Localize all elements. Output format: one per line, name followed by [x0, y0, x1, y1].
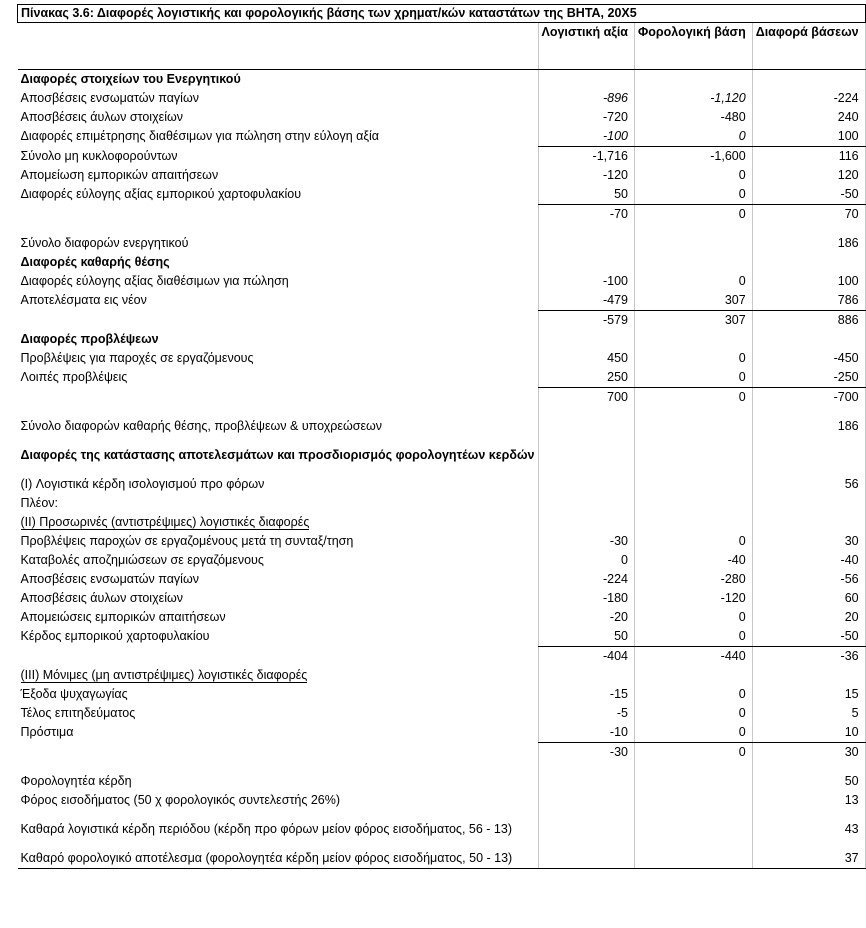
- table-row: [18, 446, 866, 465]
- tax-base-value: 307: [635, 291, 753, 311]
- accounting-value: 0: [538, 551, 635, 570]
- table-row: [18, 704, 866, 723]
- row-label: Διαφορές προβλέψεων: [20, 332, 159, 346]
- spacer-cell: [752, 762, 865, 772]
- tax-base-value: 0: [635, 166, 753, 185]
- tax-base-value: 0: [635, 127, 753, 147]
- header-accounting-value: Λογιστική αξία: [538, 23, 635, 70]
- table-row: [18, 330, 866, 349]
- table-row: [18, 349, 866, 368]
- row-label: Διαφορές εύλογης αξίας εμπορικού χαρτοφυλακίου: [20, 187, 302, 202]
- difference-value: 37: [752, 849, 865, 869]
- row-label: Απομείωση εμπορικών απαιτήσεων: [20, 168, 219, 182]
- tax-base-value: [635, 666, 753, 685]
- tax-base-value: 0: [635, 723, 753, 743]
- difference-value: [752, 446, 865, 465]
- tax-base-value: 0: [635, 368, 753, 388]
- row-label: Λοιπές προβλέψεις: [20, 370, 128, 385]
- row-label: Καταβολές αποζημιώσεων σε εργαζόμενους: [20, 553, 264, 567]
- tax-base-value: -1,600: [635, 147, 753, 167]
- tax-base-value: [635, 791, 753, 810]
- accounting-value: -5: [538, 704, 635, 723]
- accounting-value: -30: [538, 532, 635, 551]
- tax-base-value: -440: [635, 647, 753, 667]
- table-row: [18, 291, 866, 311]
- accounting-value: [538, 330, 635, 349]
- accounting-value: -15: [538, 685, 635, 704]
- spacer-cell: [635, 839, 753, 849]
- tax-base-value: 0: [635, 388, 753, 408]
- accounting-value: 700: [538, 388, 635, 408]
- table-row: [18, 627, 866, 647]
- tax-base-value: [635, 417, 753, 436]
- accounting-value: [538, 849, 635, 869]
- table-row: [18, 185, 866, 205]
- spacer-cell: [18, 407, 539, 417]
- accounting-value: -1,716: [538, 147, 635, 167]
- accounting-value: 50: [538, 627, 635, 647]
- tax-base-value: [635, 70, 753, 90]
- tax-base-value: -40: [635, 551, 753, 570]
- table-row: [18, 475, 866, 494]
- difference-value: 786: [752, 291, 865, 311]
- row-label: Σύνολο διαφορών καθαρής θέσης, προβλέψεων & υποχρεώσεων: [20, 419, 383, 433]
- accounting-value: [538, 417, 635, 436]
- tax-base-value: [635, 253, 753, 272]
- tax-base-value: 0: [635, 532, 753, 551]
- row-label: Έξοδα ψυχαγωγίας: [20, 687, 128, 701]
- tax-base-value: 0: [635, 608, 753, 627]
- spacer-cell: [635, 224, 753, 234]
- accounting-value: -479: [538, 291, 635, 311]
- tax-base-value: 0: [635, 685, 753, 704]
- tax-base-value: [635, 772, 753, 791]
- accounting-value: -70: [538, 205, 635, 225]
- tax-base-value: -1,120: [635, 89, 753, 108]
- difference-value: [752, 70, 865, 90]
- row-label: Καθαρό φορολογικό αποτέλεσμα (φορολογητέα κέρδη μείον φόρος εισοδήματος, 50 - 13): [18, 849, 539, 869]
- table-row: [18, 234, 866, 253]
- accounting-value: [538, 791, 635, 810]
- row-label: [18, 205, 539, 225]
- table-row: [18, 311, 866, 331]
- row-label: [18, 513, 539, 532]
- accounting-value: 450: [538, 349, 635, 368]
- accounting-value: [538, 234, 635, 253]
- header-blank: [18, 23, 539, 70]
- difference-value: 100: [752, 127, 865, 147]
- table-row: [18, 532, 866, 551]
- accounting-value: [538, 70, 635, 90]
- tax-base-value: 0: [635, 185, 753, 205]
- spacer-cell: [538, 762, 635, 772]
- row-label: [18, 311, 539, 331]
- spacer-cell: [18, 810, 539, 820]
- difference-value: 120: [752, 166, 865, 185]
- accounting-value: -120: [538, 166, 635, 185]
- row-label: Τέλος επιτηδεύματος: [20, 706, 136, 720]
- difference-value: 10: [752, 723, 865, 743]
- row-label: Πλέον:: [20, 496, 59, 510]
- table-row: [18, 253, 866, 272]
- spacer-cell: [752, 224, 865, 234]
- difference-value: 116: [752, 147, 865, 167]
- tax-base-value: 0: [635, 743, 753, 763]
- difference-value: -450: [752, 349, 865, 368]
- row-label: Διαφορές στοιχείων του Ενεργητικού: [20, 72, 241, 86]
- difference-value: 30: [752, 532, 865, 551]
- difference-value: 30: [752, 743, 865, 763]
- tax-base-value: 307: [635, 311, 753, 331]
- tax-base-value: [635, 820, 753, 839]
- spacer-cell: [752, 407, 865, 417]
- table-row: [18, 570, 866, 589]
- tax-base-value: 0: [635, 205, 753, 225]
- spacer-cell: [635, 762, 753, 772]
- tax-base-value: 0: [635, 272, 753, 291]
- accounting-value: -720: [538, 108, 635, 127]
- tax-base-value: 0: [635, 627, 753, 647]
- row-label: Φόρος εισοδήματος (50 χ φορολογικός συντελεστής 26%): [20, 793, 341, 807]
- spacer-cell: [635, 465, 753, 475]
- row-label: Σύνολο διαφορών ενεργητικού: [20, 236, 189, 250]
- table-row: [18, 147, 866, 167]
- table-row: [18, 388, 866, 408]
- table-row: [18, 772, 866, 791]
- accounting-value: [538, 446, 635, 465]
- difference-value: 886: [752, 311, 865, 331]
- spacer-row: [18, 436, 866, 446]
- section-heading: (II) Προσωρινές (αντιστρέψιμες) λογιστικές διαφορές: [20, 515, 310, 529]
- difference-value: 20: [752, 608, 865, 627]
- accounting-value: [538, 475, 635, 494]
- tax-base-value: -280: [635, 570, 753, 589]
- table-row: [18, 494, 866, 513]
- table-row: [18, 108, 866, 127]
- tax-base-value: [635, 849, 753, 869]
- difference-value: 15: [752, 685, 865, 704]
- header-row: [18, 23, 866, 70]
- row-label: [18, 388, 539, 408]
- spacer-cell: [752, 436, 865, 446]
- table-row: [18, 743, 866, 763]
- row-label: Αποσβέσεις άυλων στοιχείων: [20, 110, 184, 124]
- header-base-difference: Διαφορά βάσεων: [752, 23, 865, 70]
- table-row: [18, 608, 866, 627]
- spacer-row: [18, 224, 866, 234]
- difference-value: 100: [752, 272, 865, 291]
- table-row: [18, 685, 866, 704]
- difference-value: -36: [752, 647, 865, 667]
- difference-value: 43: [752, 820, 865, 839]
- tax-differences-table: [17, 4, 866, 869]
- table-row: [18, 791, 866, 810]
- row-label: Προβλέψεις παροχών σε εργαζομένους μετά τη συνταξ/τηση: [20, 534, 354, 548]
- accounting-value: 250: [538, 368, 635, 388]
- table-row: [18, 417, 866, 436]
- table-row: [18, 272, 866, 291]
- table-row: [18, 513, 866, 532]
- difference-value: [752, 494, 865, 513]
- accounting-value: [538, 253, 635, 272]
- accounting-value: -180: [538, 589, 635, 608]
- row-label: Καθαρά λογιστικά κέρδη περιόδου (κέρδη προ φόρων μείον φόρος εισοδήματος, 56 - 13): [20, 822, 512, 836]
- row-label: Διαφορές της κατάστασης αποτελεσμάτων και προσδιορισμός φορολογητέων κερδών: [20, 448, 535, 462]
- row-label: Αποσβέσεις ενσωματών παγίων: [20, 572, 199, 586]
- accounting-value: [538, 820, 635, 839]
- spacer-cell: [18, 224, 539, 234]
- spacer-cell: [538, 224, 635, 234]
- difference-value: [752, 513, 865, 532]
- row-label: Διαφορές επιμέτρησης διαθέσιμων για πώληση στην εύλογη αξία: [20, 129, 379, 144]
- table-row: [18, 723, 866, 743]
- tax-base-value: [635, 494, 753, 513]
- spacer-row: [18, 839, 866, 849]
- difference-value: 13: [752, 791, 865, 810]
- difference-value: [752, 253, 865, 272]
- accounting-value: [538, 772, 635, 791]
- accounting-value: -100: [538, 272, 635, 291]
- table-row: [18, 368, 866, 388]
- section-heading: (III) Μόνιμες (μη αντιστρέψιμες) λογιστικές διαφορές: [20, 668, 308, 682]
- accounting-value: -10: [538, 723, 635, 743]
- row-label: (I) Λογιστικά κέρδη ισολογισμού προ φόρων: [20, 477, 265, 491]
- difference-value: 50: [752, 772, 865, 791]
- difference-value: -50: [752, 185, 865, 205]
- tax-base-value: -120: [635, 589, 753, 608]
- tax-base-value: [635, 475, 753, 494]
- difference-value: 240: [752, 108, 865, 127]
- spacer-cell: [635, 810, 753, 820]
- spacer-cell: [538, 810, 635, 820]
- row-label: [18, 647, 539, 667]
- spacer-row: [18, 762, 866, 772]
- spacer-cell: [635, 436, 753, 446]
- difference-value: 56: [752, 475, 865, 494]
- row-label: Απομειώσεις εμπορικών απαιτήσεων: [20, 610, 226, 624]
- row-label: Φορολογητέα κέρδη: [20, 774, 132, 788]
- accounting-value: -224: [538, 570, 635, 589]
- difference-value: -250: [752, 368, 865, 388]
- accounting-value: -30: [538, 743, 635, 763]
- tax-base-value: [635, 234, 753, 253]
- row-label: Σύνολο μη κυκλοφορούντων: [20, 148, 178, 163]
- accounting-value: -20: [538, 608, 635, 627]
- table-row: [18, 127, 866, 147]
- tax-base-value: -480: [635, 108, 753, 127]
- tax-base-value: 0: [635, 349, 753, 368]
- accounting-value: -100: [538, 127, 635, 147]
- header-tax-base: Φορολογική βάση: [635, 23, 753, 70]
- difference-value: 186: [752, 417, 865, 436]
- difference-value: -56: [752, 570, 865, 589]
- table-row: [18, 205, 866, 225]
- accounting-value: -404: [538, 647, 635, 667]
- spacer-cell: [538, 839, 635, 849]
- table-row: [18, 589, 866, 608]
- spacer-cell: [752, 839, 865, 849]
- difference-value: -700: [752, 388, 865, 408]
- difference-value: [752, 666, 865, 685]
- difference-value: -224: [752, 89, 865, 108]
- row-label: Διαφορές εύλογης αξίας διαθέσιμων για πώληση: [20, 274, 289, 288]
- row-label: Κέρδος εμπορικού χαρτοφυλακίου: [20, 629, 210, 644]
- accounting-value: -579: [538, 311, 635, 331]
- tax-base-value: [635, 513, 753, 532]
- spacer-row: [18, 465, 866, 475]
- row-label: Αποτελέσματα εις νέον: [20, 293, 147, 308]
- difference-value: 186: [752, 234, 865, 253]
- difference-value: 5: [752, 704, 865, 723]
- tax-base-value: [635, 330, 753, 349]
- table-row: [18, 551, 866, 570]
- row-label: [18, 666, 539, 685]
- spacer-row: [18, 810, 866, 820]
- accounting-value: [538, 513, 635, 532]
- spacer-cell: [18, 436, 539, 446]
- row-label: Πρόστιμα: [20, 725, 74, 740]
- row-label: Αποσβέσεις ενσωματών παγίων: [20, 91, 199, 105]
- difference-value: 70: [752, 205, 865, 225]
- spacer-cell: [635, 407, 753, 417]
- spacer-cell: [18, 762, 539, 772]
- table-row: [18, 849, 866, 869]
- row-label: [18, 743, 539, 763]
- difference-value: 60: [752, 589, 865, 608]
- accounting-value: [538, 666, 635, 685]
- tax-base-value: 0: [635, 704, 753, 723]
- tax-base-value: [635, 446, 753, 465]
- accounting-value: 50: [538, 185, 635, 205]
- row-label: Διαφορές καθαρής θέσης: [20, 255, 170, 269]
- table-row: [18, 647, 866, 667]
- spacer-cell: [752, 465, 865, 475]
- spacer-cell: [18, 465, 539, 475]
- difference-value: -40: [752, 551, 865, 570]
- spacer-cell: [752, 810, 865, 820]
- spacer-row: [18, 407, 866, 417]
- spacer-cell: [538, 407, 635, 417]
- difference-value: [752, 330, 865, 349]
- table-row: [18, 166, 866, 185]
- spacer-cell: [18, 839, 539, 849]
- table-title: Πίνακας 3.6: Διαφορές λογιστικής και φορολογικής βάσης των χρηματ/κών καταστάτων της ΒΗΤΑ, 20Χ5: [18, 5, 866, 23]
- spacer-cell: [538, 436, 635, 446]
- row-label: Προβλέψεις για παροχές σε εργαζόμενους: [20, 351, 254, 365]
- table-row: [18, 666, 866, 685]
- spacer-cell: [538, 465, 635, 475]
- row-label: Αποσβέσεις άυλων στοιχείων: [20, 591, 184, 605]
- table-title-row: [18, 5, 866, 23]
- table-row: [18, 89, 866, 108]
- difference-value: -50: [752, 627, 865, 647]
- table-row: [18, 820, 866, 839]
- accounting-value: -896: [538, 89, 635, 108]
- table-row: [18, 70, 866, 90]
- accounting-value: [538, 494, 635, 513]
